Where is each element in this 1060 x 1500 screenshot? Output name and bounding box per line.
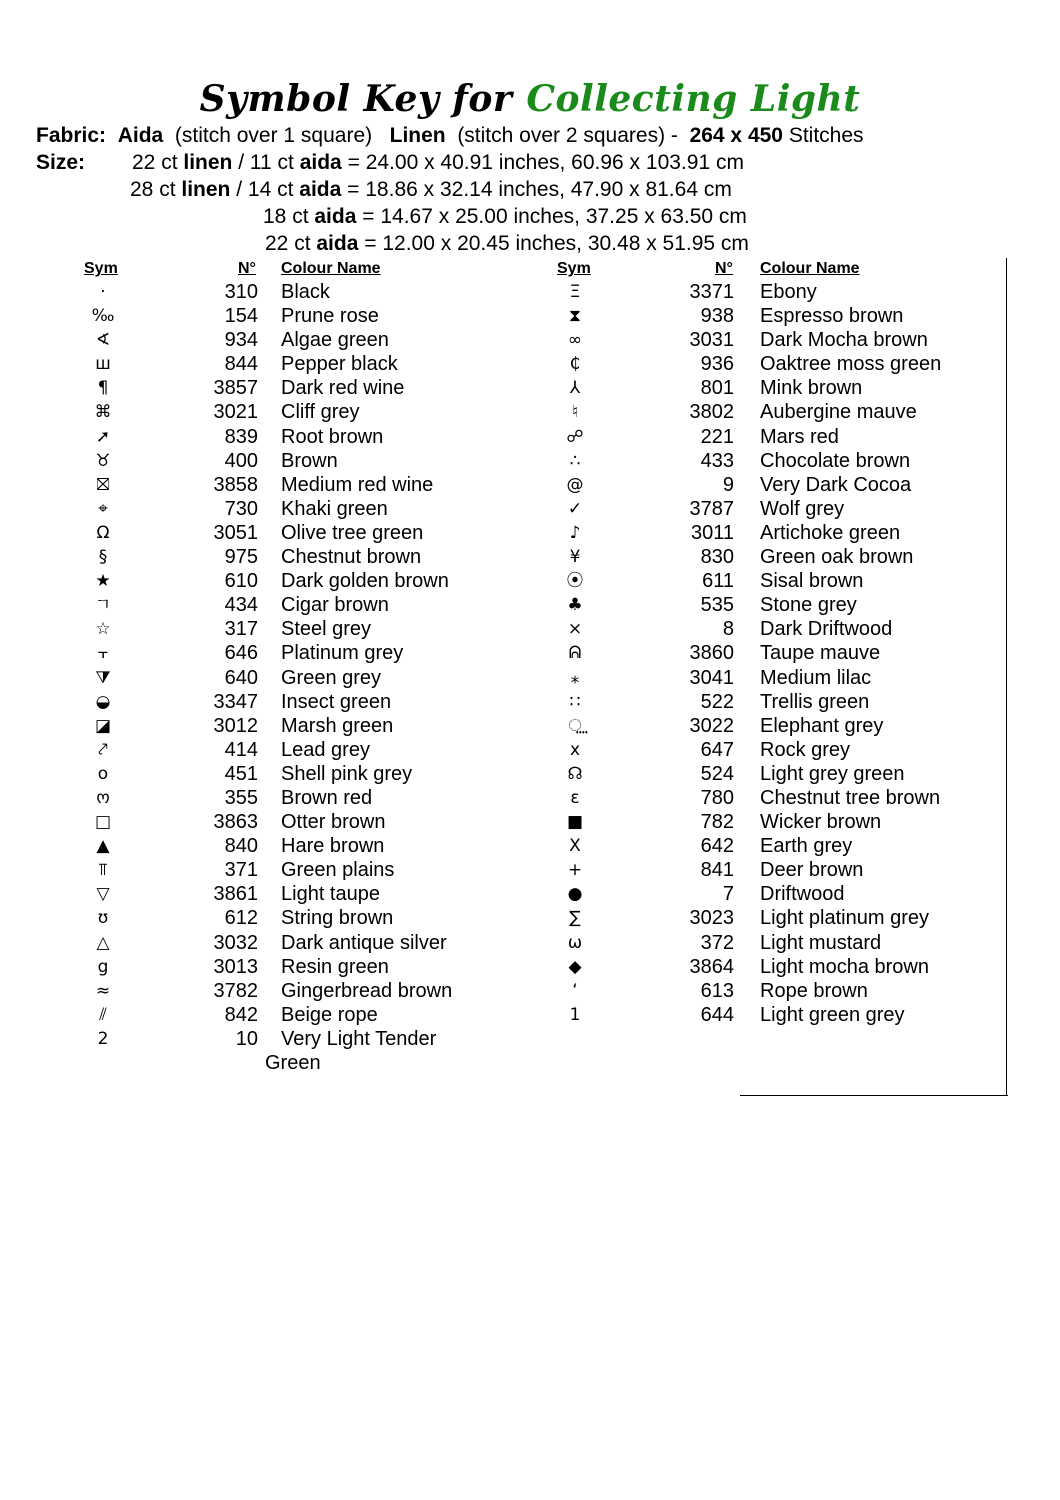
size-count: 22 ct	[265, 232, 311, 255]
colour-name: Dark Mocha brown	[760, 329, 928, 352]
stitch-symbol: ⌖	[98, 498, 108, 519]
thread-number: 524	[700, 762, 734, 785]
fabric-label: Fabric:	[36, 124, 107, 147]
size-count: 18 ct	[263, 205, 309, 228]
stitch-symbol: ☆	[95, 619, 111, 640]
size-dims: = 12.00 x 20.45 inches, 30.48 x 51.95 cm	[364, 232, 749, 255]
size-fabric: aida	[299, 178, 342, 201]
header-sym: Sym	[557, 260, 591, 277]
colour-name: Otter brown	[281, 811, 386, 834]
stitch-symbol: ◪	[94, 715, 112, 736]
thread-number: 3041	[689, 666, 734, 689]
colour-name: Lead grey	[281, 738, 370, 761]
thread-number: 9	[722, 473, 734, 496]
stitch-symbol: ♪	[569, 522, 581, 543]
thread-number: 3011	[690, 521, 734, 544]
thread-number: 842	[224, 1003, 258, 1026]
stitch-symbol: ∢	[95, 330, 111, 351]
colour-name: Medium red wine	[281, 473, 434, 496]
thread-number: 317	[224, 618, 258, 641]
thread-number: 840	[224, 835, 258, 858]
thread-number: 640	[224, 666, 258, 689]
colour-name: Chestnut tree brown	[760, 786, 941, 809]
thread-number: 3863	[213, 811, 258, 834]
colour-name: Root brown	[281, 425, 384, 448]
fabric-aida-note: (stitch over 1 square)	[174, 124, 373, 147]
stitch-symbol: ⛝	[96, 474, 110, 495]
colour-name: Sisal brown	[760, 570, 864, 593]
size-line	[132, 151, 744, 175]
colour-name: Mink brown	[760, 377, 863, 400]
stitch-symbol: ო	[96, 787, 110, 808]
colour-name: Trellis green	[760, 690, 870, 713]
stitch-symbol: ɛ	[570, 787, 580, 808]
size-sep: / 14 ct	[236, 178, 294, 201]
colour-name: Deer brown	[760, 859, 864, 882]
colour-name: Chocolate brown	[760, 449, 911, 472]
stitch-symbol: ∞	[567, 330, 583, 351]
stitch-symbol: ∑	[569, 908, 581, 929]
stitch-symbol: ⫪	[98, 860, 108, 881]
stitch-symbol: o	[97, 763, 109, 784]
size-sep: / 11 ct	[238, 151, 294, 174]
stitch-symbol: ш	[95, 354, 111, 375]
colour-name: Light taupe	[281, 883, 380, 906]
colour-name: Taupe mauve	[760, 642, 881, 665]
thread-number: 611	[702, 570, 734, 593]
title-prefix: Symbol Key for	[199, 78, 513, 120]
thread-number: 3860	[689, 642, 734, 665]
header-colour-name: Colour Name	[760, 260, 860, 277]
stitch-symbol: ■	[566, 812, 584, 833]
colour-name: Mars red	[760, 425, 839, 448]
header-number: N°	[715, 260, 733, 277]
colour-name: Khaki green	[281, 497, 388, 520]
stitch-symbol: △	[96, 932, 110, 953]
stitch-symbol: ω	[567, 932, 583, 953]
thread-number: 372	[700, 931, 734, 954]
thread-number: 780	[700, 786, 734, 809]
stitch-symbol: Ξ	[569, 282, 581, 302]
thread-number: 3023	[689, 907, 734, 930]
colour-name: Dark red wine	[281, 377, 405, 400]
stitch-symbol: ➚	[95, 426, 111, 447]
table-border-right	[1006, 258, 1007, 1096]
thread-number: 730	[224, 497, 258, 520]
stitch-symbol: ⁎	[570, 667, 580, 688]
colour-name-continuation: Green	[265, 1052, 321, 1074]
thread-number: 646	[224, 642, 258, 665]
thread-number: 154	[224, 305, 258, 328]
stitch-symbol: ⫽	[99, 1004, 107, 1025]
stitch-symbol: ʻ	[572, 980, 578, 1001]
stitch-word: Stitches	[788, 124, 864, 147]
colour-name: Medium lilac	[760, 666, 872, 689]
colour-name: Beige rope	[281, 1003, 378, 1026]
colour-name: Green plains	[281, 859, 395, 882]
colour-name: Dark Driftwood	[760, 618, 893, 641]
colour-name: Gingerbread brown	[281, 979, 453, 1002]
stitch-symbol: ▽	[96, 884, 110, 905]
size-label: Size:	[36, 151, 86, 174]
thread-number: 400	[224, 449, 258, 472]
thread-number: 371	[224, 859, 258, 882]
thread-number: 221	[700, 425, 734, 448]
colour-name: Black	[281, 281, 330, 303]
stitch-symbol: Ω	[96, 522, 110, 543]
colour-name: Steel grey	[281, 618, 372, 641]
colour-name: Marsh green	[281, 714, 394, 737]
colour-name: Espresso brown	[760, 305, 904, 328]
fabric-line	[36, 124, 864, 148]
colour-name: Cigar brown	[281, 594, 389, 617]
header-colour-name: Colour Name	[281, 260, 381, 277]
thread-number: 434	[224, 594, 258, 617]
stitch-symbol: ¥	[569, 547, 581, 568]
stitch-symbol: ★	[95, 571, 111, 592]
colour-name: Driftwood	[760, 883, 845, 906]
thread-number: 535	[700, 594, 734, 617]
colour-name: Hare brown	[281, 835, 385, 858]
thread-number: 7	[722, 883, 734, 906]
size-count: 28 ct	[130, 178, 176, 201]
colour-name: Olive tree green	[281, 521, 424, 544]
stitch-symbol: ⅄	[569, 378, 581, 399]
colour-name: Green oak brown	[760, 546, 914, 569]
thread-number: 644	[700, 1003, 734, 1026]
title-pattern-name: Collecting Light	[526, 78, 861, 120]
stitch-symbol: ⤤	[98, 739, 108, 760]
colour-name: Platinum grey	[281, 642, 404, 665]
colour-name: Pepper black	[281, 353, 398, 376]
thread-number: 938	[700, 305, 734, 328]
size-dims: = 14.67 x 25.00 inches, 37.25 x 63.50 cm	[362, 205, 747, 228]
thread-number: 934	[224, 329, 258, 352]
thread-number: 844	[224, 353, 258, 376]
stitch-symbol: ⦿	[566, 571, 584, 592]
thread-number: 10	[235, 1027, 258, 1050]
colour-name: Brown	[281, 449, 338, 472]
stitch-symbol: ⧗	[569, 306, 581, 327]
table-border-bottom	[740, 1095, 1008, 1096]
thread-number: 3022	[689, 714, 734, 737]
stitch-symbol: ☍	[566, 426, 584, 447]
header-sym: Sym	[84, 260, 118, 277]
colour-name: Ebony	[760, 281, 817, 303]
size-dims: = 24.00 x 40.91 inches, 60.96 x 103.91 cm	[347, 151, 744, 174]
thread-number: 451	[224, 762, 258, 785]
thread-number: 975	[224, 546, 258, 569]
thread-number: 612	[224, 907, 258, 930]
stitch-symbol: ♣	[567, 595, 583, 616]
stitch-symbol: ⫟	[97, 643, 109, 664]
thread-number: 936	[700, 353, 734, 376]
thread-number: 841	[700, 859, 734, 882]
stitch-symbol: ·	[100, 282, 106, 302]
fabric-linen: Linen	[389, 124, 446, 147]
stitch-symbol: x	[569, 739, 581, 760]
thread-number: 310	[224, 281, 258, 303]
thread-number: 522	[700, 690, 734, 713]
stitch-symbol: g	[97, 956, 109, 977]
stitch-symbol: ₵	[569, 354, 581, 375]
stitch-symbol: ⨯	[567, 619, 583, 640]
size-dims: = 18.86 x 32.14 inches, 47.90 x 81.64 cm	[347, 178, 732, 201]
stitch-symbol: ∴	[569, 450, 581, 471]
colour-name: String brown	[281, 907, 394, 930]
thread-number: 3864	[689, 955, 734, 978]
colour-name: Wicker brown	[760, 811, 882, 834]
colour-name: Rock grey	[760, 738, 851, 761]
thread-number: 433	[700, 449, 734, 472]
stitch-symbol: ≈	[95, 980, 111, 1001]
colour-name: Light platinum grey	[760, 907, 929, 930]
colour-name: Rope brown	[760, 979, 868, 1002]
stitch-count: 264 x 450	[689, 124, 783, 147]
size-line	[130, 178, 732, 202]
stitch-symbol: @	[566, 474, 584, 495]
thread-number: 3031	[689, 329, 734, 352]
stitch-symbol: ⵿	[568, 715, 582, 736]
thread-number: 3051	[213, 521, 258, 544]
thread-number: 3012	[213, 714, 258, 737]
stitch-symbol: ✓	[567, 498, 583, 519]
colour-name: Light green grey	[760, 1003, 905, 1026]
stitch-symbol: ●	[567, 884, 583, 905]
colour-name: Elephant grey	[760, 714, 884, 737]
stitch-symbol: ‰	[91, 306, 115, 327]
size-fabric: aida	[314, 205, 357, 228]
size-fabric: linen	[183, 151, 233, 174]
thread-number: 3802	[689, 401, 734, 424]
thread-number: 3013	[213, 955, 258, 978]
colour-name: Green grey	[281, 666, 382, 689]
thread-number: 782	[700, 811, 734, 834]
colour-name: Dark antique silver	[281, 931, 447, 954]
colour-name: Very Dark Cocoa	[760, 473, 912, 496]
colour-name: Very Light Tender	[281, 1027, 437, 1050]
colour-name: Light mocha brown	[760, 955, 929, 978]
colour-name: Insect green	[281, 690, 392, 713]
fabric-linen-note: (stitch over 2 squares) -	[457, 124, 678, 147]
stitch-symbol: 2	[97, 1028, 109, 1049]
colour-name: Earth grey	[760, 835, 853, 858]
thread-number: 647	[700, 738, 734, 761]
stitch-symbol: ᕱ	[568, 643, 582, 664]
stitch-symbol: ♮	[571, 402, 579, 423]
colour-name: Light mustard	[760, 931, 882, 954]
stitch-symbol: 1	[569, 1004, 581, 1025]
stitch-symbol: +	[567, 860, 583, 881]
thread-number: 642	[700, 835, 734, 858]
colour-name: Oaktree moss green	[760, 353, 942, 376]
thread-number: 3787	[689, 497, 734, 520]
thread-number: 3347	[213, 690, 258, 713]
fabric-aida: Aida	[117, 124, 164, 147]
thread-number: 3782	[213, 979, 258, 1002]
thread-number: 801	[700, 377, 734, 400]
stitch-symbol: ◒	[95, 691, 111, 712]
stitch-symbol: ▲	[96, 836, 110, 857]
colour-name: Algae green	[281, 329, 389, 352]
thread-number: 3032	[213, 931, 258, 954]
colour-name: Brown red	[281, 786, 373, 809]
stitch-symbol: ¶	[97, 378, 109, 399]
thread-number: 355	[224, 786, 258, 809]
stitch-symbol: ∷	[569, 691, 581, 712]
thread-number: 8	[722, 618, 734, 641]
thread-number: 414	[224, 738, 258, 761]
stitch-symbol: §	[98, 547, 108, 568]
colour-name: Prune rose	[281, 305, 379, 328]
stitch-symbol: ㄱ	[94, 595, 112, 616]
thread-number: 610	[224, 570, 258, 593]
thread-number: 3021	[213, 401, 258, 424]
stitch-symbol: ⧩	[95, 667, 111, 688]
size-count: 22 ct	[132, 151, 178, 174]
size-line	[263, 205, 747, 229]
stitch-symbol: ◆	[568, 956, 582, 977]
thread-number: 839	[224, 425, 258, 448]
colour-name: Shell pink grey	[281, 762, 413, 785]
thread-number: 3857	[213, 377, 258, 400]
colour-name: Chestnut brown	[281, 546, 422, 569]
size-fabric: aida	[316, 232, 359, 255]
colour-name: Stone grey	[760, 594, 857, 617]
colour-name: Resin green	[281, 955, 389, 978]
colour-name: Wolf grey	[760, 497, 845, 520]
colour-name: Artichoke green	[760, 521, 901, 544]
stitch-symbol: X	[569, 836, 581, 857]
stitch-symbol: ⌘	[94, 402, 112, 423]
thread-number: 830	[700, 546, 734, 569]
size-fabric: aida	[299, 151, 342, 174]
thread-number: 3858	[213, 473, 258, 496]
colour-name: Aubergine mauve	[760, 401, 917, 424]
stitch-symbol: ♉	[95, 450, 111, 471]
stitch-symbol: □	[94, 812, 112, 833]
colour-name: Light grey green	[760, 762, 905, 785]
page-title	[0, 78, 1060, 120]
stitch-symbol: ʊ	[97, 908, 109, 929]
stitch-symbol: ☊	[567, 763, 583, 784]
colour-name: Cliff grey	[281, 401, 360, 424]
size-fabric: linen	[181, 178, 231, 201]
thread-number: 3861	[213, 883, 258, 906]
colour-name: Dark golden brown	[281, 570, 449, 593]
thread-number: 613	[700, 979, 734, 1002]
size-line	[265, 232, 749, 256]
header-number: N°	[238, 260, 256, 277]
thread-number: 3371	[689, 281, 734, 303]
